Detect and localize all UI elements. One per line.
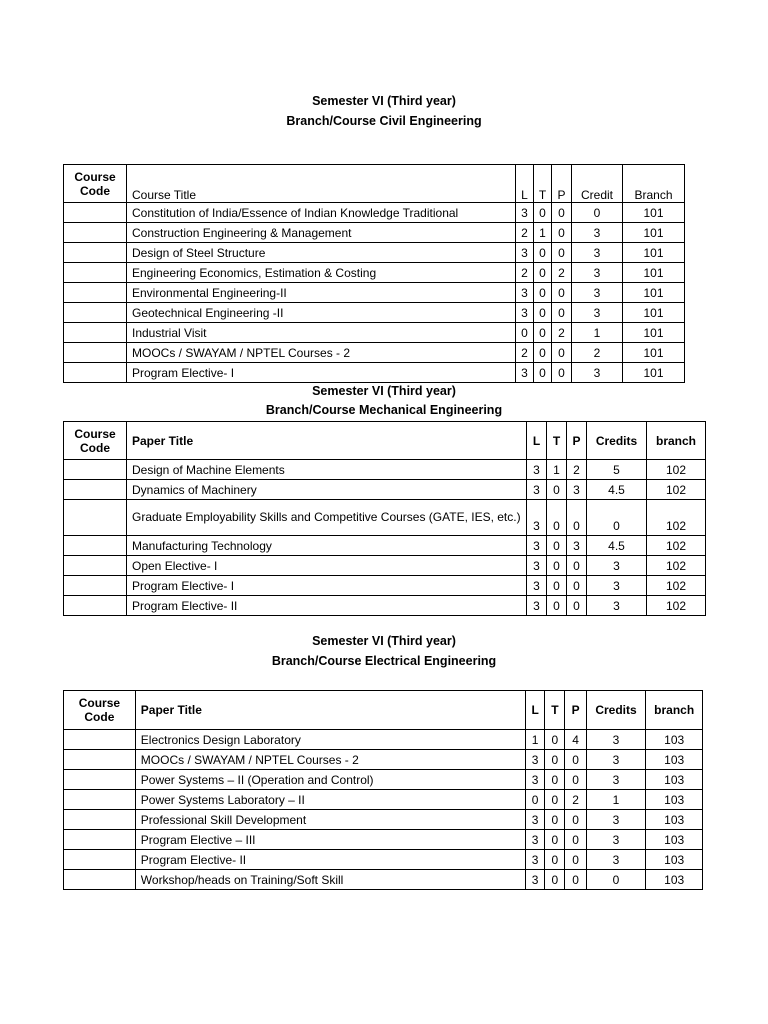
credit-cell: 2	[572, 343, 623, 363]
t-cell: 0	[547, 536, 567, 556]
p-cell: 2	[565, 790, 586, 810]
course-code-cell	[64, 830, 136, 850]
branch-cell: 101	[623, 203, 685, 223]
course-code-cell	[64, 480, 127, 500]
p-cell: 3	[567, 480, 587, 500]
header-course-code: Course Code	[64, 422, 127, 460]
table-header-row	[64, 691, 703, 730]
t-cell: 0	[545, 790, 565, 810]
header-branch: branch	[646, 691, 703, 730]
elec-heading-branch: Branch/Course Electrical Engineering	[271, 654, 497, 668]
course-code-cell	[64, 850, 136, 870]
p-cell: 0	[565, 830, 586, 850]
table-row	[64, 243, 685, 263]
course-code-cell	[64, 263, 127, 283]
t-cell: 0	[545, 850, 565, 870]
credit-cell: 3	[586, 750, 646, 770]
course-title-cell: Power Systems Laboratory – II	[135, 790, 525, 810]
l-cell: 3	[526, 830, 545, 850]
course-code-cell	[64, 596, 127, 616]
credit-cell: 1	[586, 790, 646, 810]
course-code-cell	[64, 500, 127, 536]
l-cell: 3	[527, 576, 547, 596]
header-branch: Branch	[623, 165, 685, 203]
branch-cell: 103	[646, 770, 703, 790]
p-cell: 0	[567, 500, 587, 536]
course-code-cell	[64, 750, 136, 770]
branch-cell: 101	[623, 303, 685, 323]
t-cell: 0	[534, 323, 552, 343]
table-row	[64, 556, 706, 576]
branch-cell: 103	[646, 810, 703, 830]
mechanical-course-table	[63, 421, 706, 616]
course-title-cell: Graduate Employability Skills and Competitive Courses (GATE, IES, etc.)	[127, 500, 527, 536]
credit-cell: 3	[572, 263, 623, 283]
t-cell: 0	[545, 870, 565, 890]
credit-cell: 3	[587, 576, 647, 596]
course-title-cell: MOOCs / SWAYAM / NPTEL Courses - 2	[135, 750, 525, 770]
credit-cell: 0	[572, 203, 623, 223]
t-cell: 0	[547, 480, 567, 500]
l-cell: 3	[527, 596, 547, 616]
course-title-cell: Electronics Design Laboratory	[135, 730, 525, 750]
l-cell: 3	[526, 770, 545, 790]
table-row	[64, 730, 703, 750]
mech-heading-branch: Branch/Course Mechanical Engineering	[265, 403, 503, 417]
t-cell: 0	[534, 343, 552, 363]
l-cell: 0	[516, 323, 534, 343]
course-title-cell: Open Elective- I	[127, 556, 527, 576]
course-title-cell: Dynamics of Machinery	[127, 480, 527, 500]
course-title-cell: Program Elective- I	[127, 576, 527, 596]
l-cell: 1	[526, 730, 545, 750]
course-title-cell: Engineering Economics, Estimation & Costing	[127, 263, 516, 283]
t-cell: 0	[534, 263, 552, 283]
l-cell: 3	[516, 203, 534, 223]
table-row	[64, 790, 703, 810]
course-title-cell: Program Elective – III	[135, 830, 525, 850]
course-code-cell	[64, 556, 127, 576]
credit-cell: 3	[586, 730, 646, 750]
header-credit: Credit	[572, 165, 623, 203]
l-cell: 3	[527, 536, 547, 556]
credit-cell: 3	[587, 556, 647, 576]
branch-cell: 101	[623, 263, 685, 283]
branch-cell: 103	[646, 750, 703, 770]
l-cell: 3	[527, 556, 547, 576]
header-course-code: Course Code	[64, 165, 127, 203]
p-cell: 0	[552, 343, 572, 363]
table-row	[64, 870, 703, 890]
l-cell: 2	[516, 223, 534, 243]
t-cell: 0	[534, 243, 552, 263]
course-code-cell	[64, 303, 127, 323]
course-title-cell: Power Systems – II (Operation and Control)	[135, 770, 525, 790]
credit-cell: 5	[587, 460, 647, 480]
course-code-cell	[64, 283, 127, 303]
l-cell: 3	[526, 850, 545, 870]
p-cell: 4	[565, 730, 586, 750]
credit-cell: 0	[586, 870, 646, 890]
table-row	[64, 223, 685, 243]
p-cell: 0	[552, 243, 572, 263]
branch-cell: 101	[623, 363, 685, 383]
header-credits: Credits	[586, 691, 646, 730]
course-code-cell	[64, 460, 127, 480]
t-cell: 0	[534, 363, 552, 383]
p-cell: 2	[552, 263, 572, 283]
course-code-cell	[64, 343, 127, 363]
t-cell: 0	[547, 556, 567, 576]
table-row	[64, 343, 685, 363]
course-title-cell: Constitution of India/Essence of Indian Knowledge Traditional	[127, 203, 516, 223]
header-paper-title: Paper Title	[135, 691, 525, 730]
credit-cell: 3	[587, 596, 647, 616]
course-title-cell: Design of Machine Elements	[127, 460, 527, 480]
course-title-cell: Program Elective- I	[127, 363, 516, 383]
branch-cell: 102	[647, 480, 706, 500]
p-cell: 3	[567, 536, 587, 556]
credit-cell: 3	[572, 363, 623, 383]
civil-heading-branch: Branch/Course Civil Engineering	[286, 114, 482, 128]
mech-heading-semester: Semester VI (Third year)	[312, 384, 456, 398]
l-cell: 2	[516, 343, 534, 363]
l-cell: 3	[526, 870, 545, 890]
header-l: L	[526, 691, 545, 730]
table-row	[64, 576, 706, 596]
course-title-cell: Design of Steel Structure	[127, 243, 516, 263]
electrical-course-table	[63, 690, 703, 890]
l-cell: 3	[516, 243, 534, 263]
branch-cell: 102	[647, 576, 706, 596]
branch-cell: 101	[623, 323, 685, 343]
table-row	[64, 323, 685, 343]
p-cell: 0	[552, 363, 572, 383]
table-row	[64, 303, 685, 323]
branch-cell: 103	[646, 790, 703, 810]
table-header-row	[64, 422, 706, 460]
credit-cell: 3	[572, 283, 623, 303]
credit-cell: 3	[572, 223, 623, 243]
branch-cell: 101	[623, 283, 685, 303]
course-title-cell: Program Elective- II	[135, 850, 525, 870]
credit-cell: 1	[572, 323, 623, 343]
table-row	[64, 596, 706, 616]
t-cell: 0	[534, 303, 552, 323]
course-code-cell	[64, 870, 136, 890]
p-cell: 0	[552, 203, 572, 223]
t-cell: 0	[547, 576, 567, 596]
course-title-cell: Construction Engineering & Management	[127, 223, 516, 243]
branch-cell: 103	[646, 830, 703, 850]
credit-cell: 3	[586, 850, 646, 870]
table-row	[64, 363, 685, 383]
header-branch: branch	[647, 422, 706, 460]
t-cell: 0	[547, 500, 567, 536]
course-title-cell: Professional Skill Development	[135, 810, 525, 830]
credit-cell: 3	[572, 303, 623, 323]
header-l: L	[516, 165, 534, 203]
p-cell: 0	[565, 870, 586, 890]
l-cell: 3	[527, 500, 547, 536]
branch-cell: 102	[647, 460, 706, 480]
header-t: T	[547, 422, 567, 460]
course-code-cell	[64, 790, 136, 810]
course-code-cell	[64, 223, 127, 243]
p-cell: 0	[565, 850, 586, 870]
course-code-cell	[64, 770, 136, 790]
branch-cell: 101	[623, 343, 685, 363]
p-cell: 0	[567, 596, 587, 616]
l-cell: 3	[516, 363, 534, 383]
p-cell: 0	[567, 556, 587, 576]
l-cell: 3	[516, 283, 534, 303]
l-cell: 3	[516, 303, 534, 323]
p-cell: 2	[567, 460, 587, 480]
course-code-cell	[64, 576, 127, 596]
course-code-cell	[64, 203, 127, 223]
civil-heading-semester: Semester VI (Third year)	[312, 94, 456, 108]
course-code-cell	[64, 243, 127, 263]
table-header-row	[64, 165, 685, 203]
course-code-cell	[64, 810, 136, 830]
l-cell: 3	[526, 750, 545, 770]
course-title-cell: Workshop/heads on Training/Soft Skill	[135, 870, 525, 890]
credit-cell: 0	[587, 500, 647, 536]
table-row	[64, 203, 685, 223]
t-cell: 0	[545, 810, 565, 830]
p-cell: 0	[567, 576, 587, 596]
table-row	[64, 850, 703, 870]
table-row	[64, 830, 703, 850]
p-cell: 2	[552, 323, 572, 343]
credit-cell: 3	[572, 243, 623, 263]
header-t: T	[545, 691, 565, 730]
table-row	[64, 750, 703, 770]
course-code-cell	[64, 323, 127, 343]
l-cell: 2	[516, 263, 534, 283]
course-title-cell: MOOCs / SWAYAM / NPTEL Courses - 2	[127, 343, 516, 363]
header-credits: Credits	[587, 422, 647, 460]
table-row	[64, 810, 703, 830]
header-paper-title: Paper Title	[127, 422, 527, 460]
header-course-title: Course Title	[127, 165, 516, 203]
header-course-code: Course Code	[64, 691, 136, 730]
credit-cell: 4.5	[587, 536, 647, 556]
branch-cell: 102	[647, 500, 706, 536]
credit-cell: 4.5	[587, 480, 647, 500]
table-row	[64, 480, 706, 500]
l-cell: 0	[526, 790, 545, 810]
table-row	[64, 283, 685, 303]
p-cell: 0	[552, 303, 572, 323]
header-p: P	[552, 165, 572, 203]
branch-cell: 103	[646, 730, 703, 750]
elec-heading-semester: Semester VI (Third year)	[312, 634, 456, 648]
p-cell: 0	[565, 770, 586, 790]
branch-cell: 101	[623, 243, 685, 263]
branch-cell: 103	[646, 870, 703, 890]
course-title-cell: Environmental Engineering-II	[127, 283, 516, 303]
l-cell: 3	[527, 460, 547, 480]
t-cell: 1	[547, 460, 567, 480]
t-cell: 0	[534, 203, 552, 223]
t-cell: 0	[534, 283, 552, 303]
course-title-cell: Program Elective- II	[127, 596, 527, 616]
branch-cell: 102	[647, 536, 706, 556]
course-title-cell: Manufacturing Technology	[127, 536, 527, 556]
course-title-cell: Industrial Visit	[127, 323, 516, 343]
t-cell: 0	[545, 750, 565, 770]
header-p: P	[565, 691, 586, 730]
branch-cell: 102	[647, 596, 706, 616]
branch-cell: 101	[623, 223, 685, 243]
credit-cell: 3	[586, 830, 646, 850]
p-cell: 0	[565, 810, 586, 830]
credit-cell: 3	[586, 770, 646, 790]
l-cell: 3	[526, 810, 545, 830]
t-cell: 0	[545, 730, 565, 750]
p-cell: 0	[565, 750, 586, 770]
t-cell: 1	[534, 223, 552, 243]
header-p: P	[567, 422, 587, 460]
p-cell: 0	[552, 223, 572, 243]
course-title-cell: Geotechnical Engineering -II	[127, 303, 516, 323]
t-cell: 0	[547, 596, 567, 616]
header-t: T	[534, 165, 552, 203]
branch-cell: 103	[646, 850, 703, 870]
table-row	[64, 770, 703, 790]
p-cell: 0	[552, 283, 572, 303]
table-row	[64, 500, 706, 536]
t-cell: 0	[545, 830, 565, 850]
course-code-cell	[64, 536, 127, 556]
t-cell: 0	[545, 770, 565, 790]
l-cell: 3	[527, 480, 547, 500]
course-code-cell	[64, 363, 127, 383]
credit-cell: 3	[586, 810, 646, 830]
table-row	[64, 263, 685, 283]
branch-cell: 102	[647, 556, 706, 576]
table-row	[64, 536, 706, 556]
civil-course-table	[63, 164, 685, 383]
table-row	[64, 460, 706, 480]
course-code-cell	[64, 730, 136, 750]
header-l: L	[527, 422, 547, 460]
